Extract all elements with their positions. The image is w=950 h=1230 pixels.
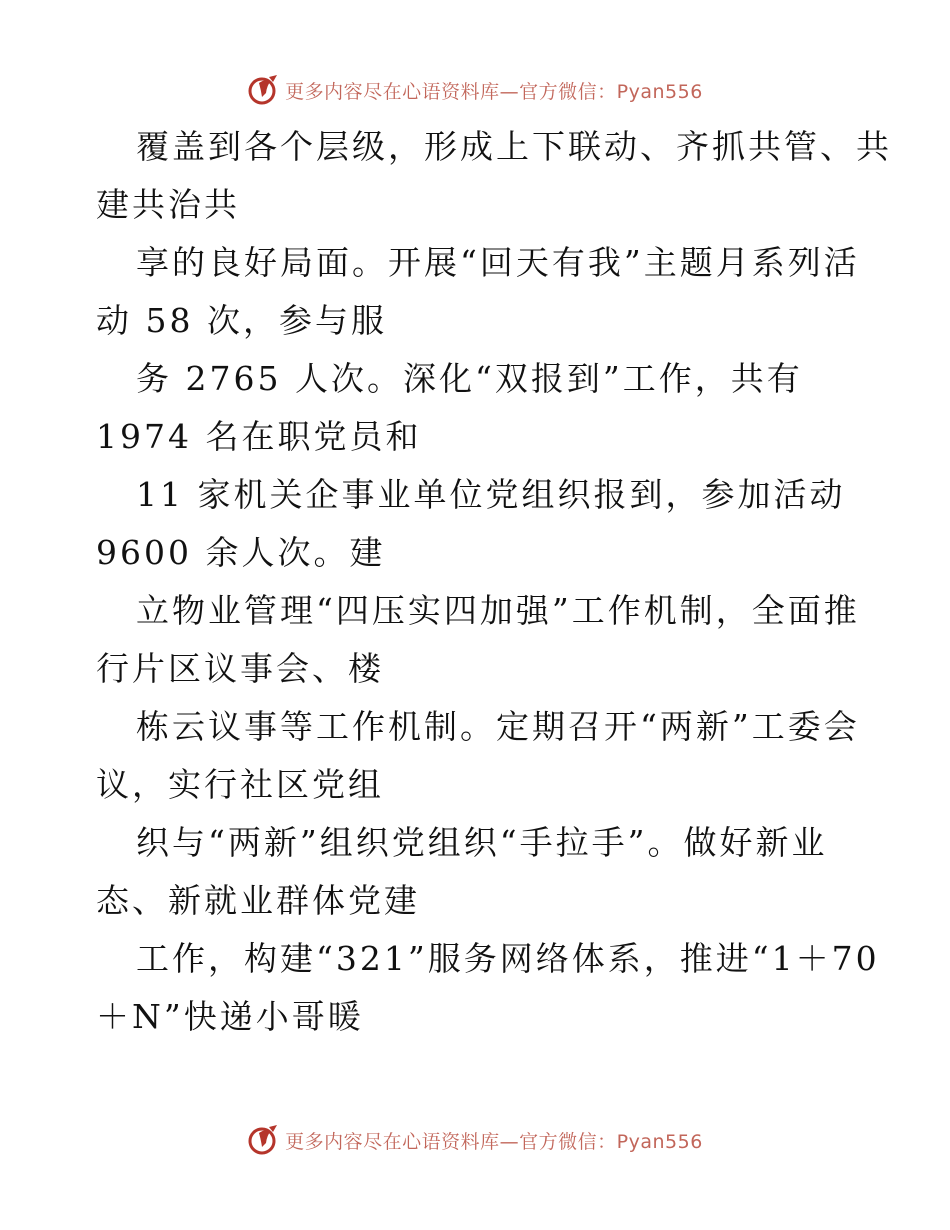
paragraph-line: 立物业管理“四压实四加强”工作机制，全面推 — [136, 591, 860, 630]
paragraph-7 — [0, 814, 950, 930]
paragraph-2 — [0, 234, 950, 350]
paragraph-line: 11 家机关企事业单位党组织报到，参加活动 — [136, 475, 846, 514]
paragraph-line: 务 2765 人次。深化“双报到”工作，共有 — [136, 359, 803, 398]
paragraph-line: 工作，构建“321”服务网络体系，推进“1＋70 — [136, 939, 880, 978]
footer-watermark-text: 更多内容尽在心语资料库—官方微信：Pyan556 — [285, 1130, 703, 1153]
paragraph-4 — [0, 466, 950, 582]
paragraph-line: 享的良好局面。开展“回天有我”主题月系列活 — [136, 243, 860, 282]
paragraph-1 — [0, 118, 950, 234]
paragraph-3 — [0, 350, 950, 466]
pen-logo-icon — [247, 1123, 281, 1157]
header-watermark-text: 更多内容尽在心语资料库—官方微信：Pyan556 — [285, 80, 703, 103]
paragraph-6 — [0, 698, 950, 814]
paragraph-line: 动 58 次，参与服 — [96, 301, 387, 340]
paragraph-line: 1974 名在职党员和 — [96, 417, 422, 456]
paragraph-line: 议，实行社区党组 — [96, 765, 384, 804]
document-body — [0, 118, 950, 1046]
paragraph-line: 行片区议事会、楼 — [96, 649, 384, 688]
paragraph-line: 织与“两新”组织党组织“手拉手”。做好新业 — [136, 823, 828, 862]
paragraph-line: 态、新就业群体党建 — [96, 881, 420, 920]
pen-logo-icon — [247, 73, 281, 107]
paragraph-8 — [0, 930, 950, 1046]
paragraph-5 — [0, 582, 950, 698]
paragraph-line: 建共治共 — [96, 185, 240, 224]
paragraph-line: 9600 余人次。建 — [96, 533, 386, 572]
header-watermark-banner — [0, 70, 950, 110]
paragraph-line: 覆盖到各个层级，形成上下联动、齐抓共管、共 — [136, 127, 892, 166]
footer-watermark-banner — [0, 1120, 950, 1160]
paragraph-line: 栋云议事等工作机制。定期召开“两新”工委会 — [136, 707, 860, 746]
paragraph-line: ＋N”快递小哥暖 — [96, 997, 364, 1036]
